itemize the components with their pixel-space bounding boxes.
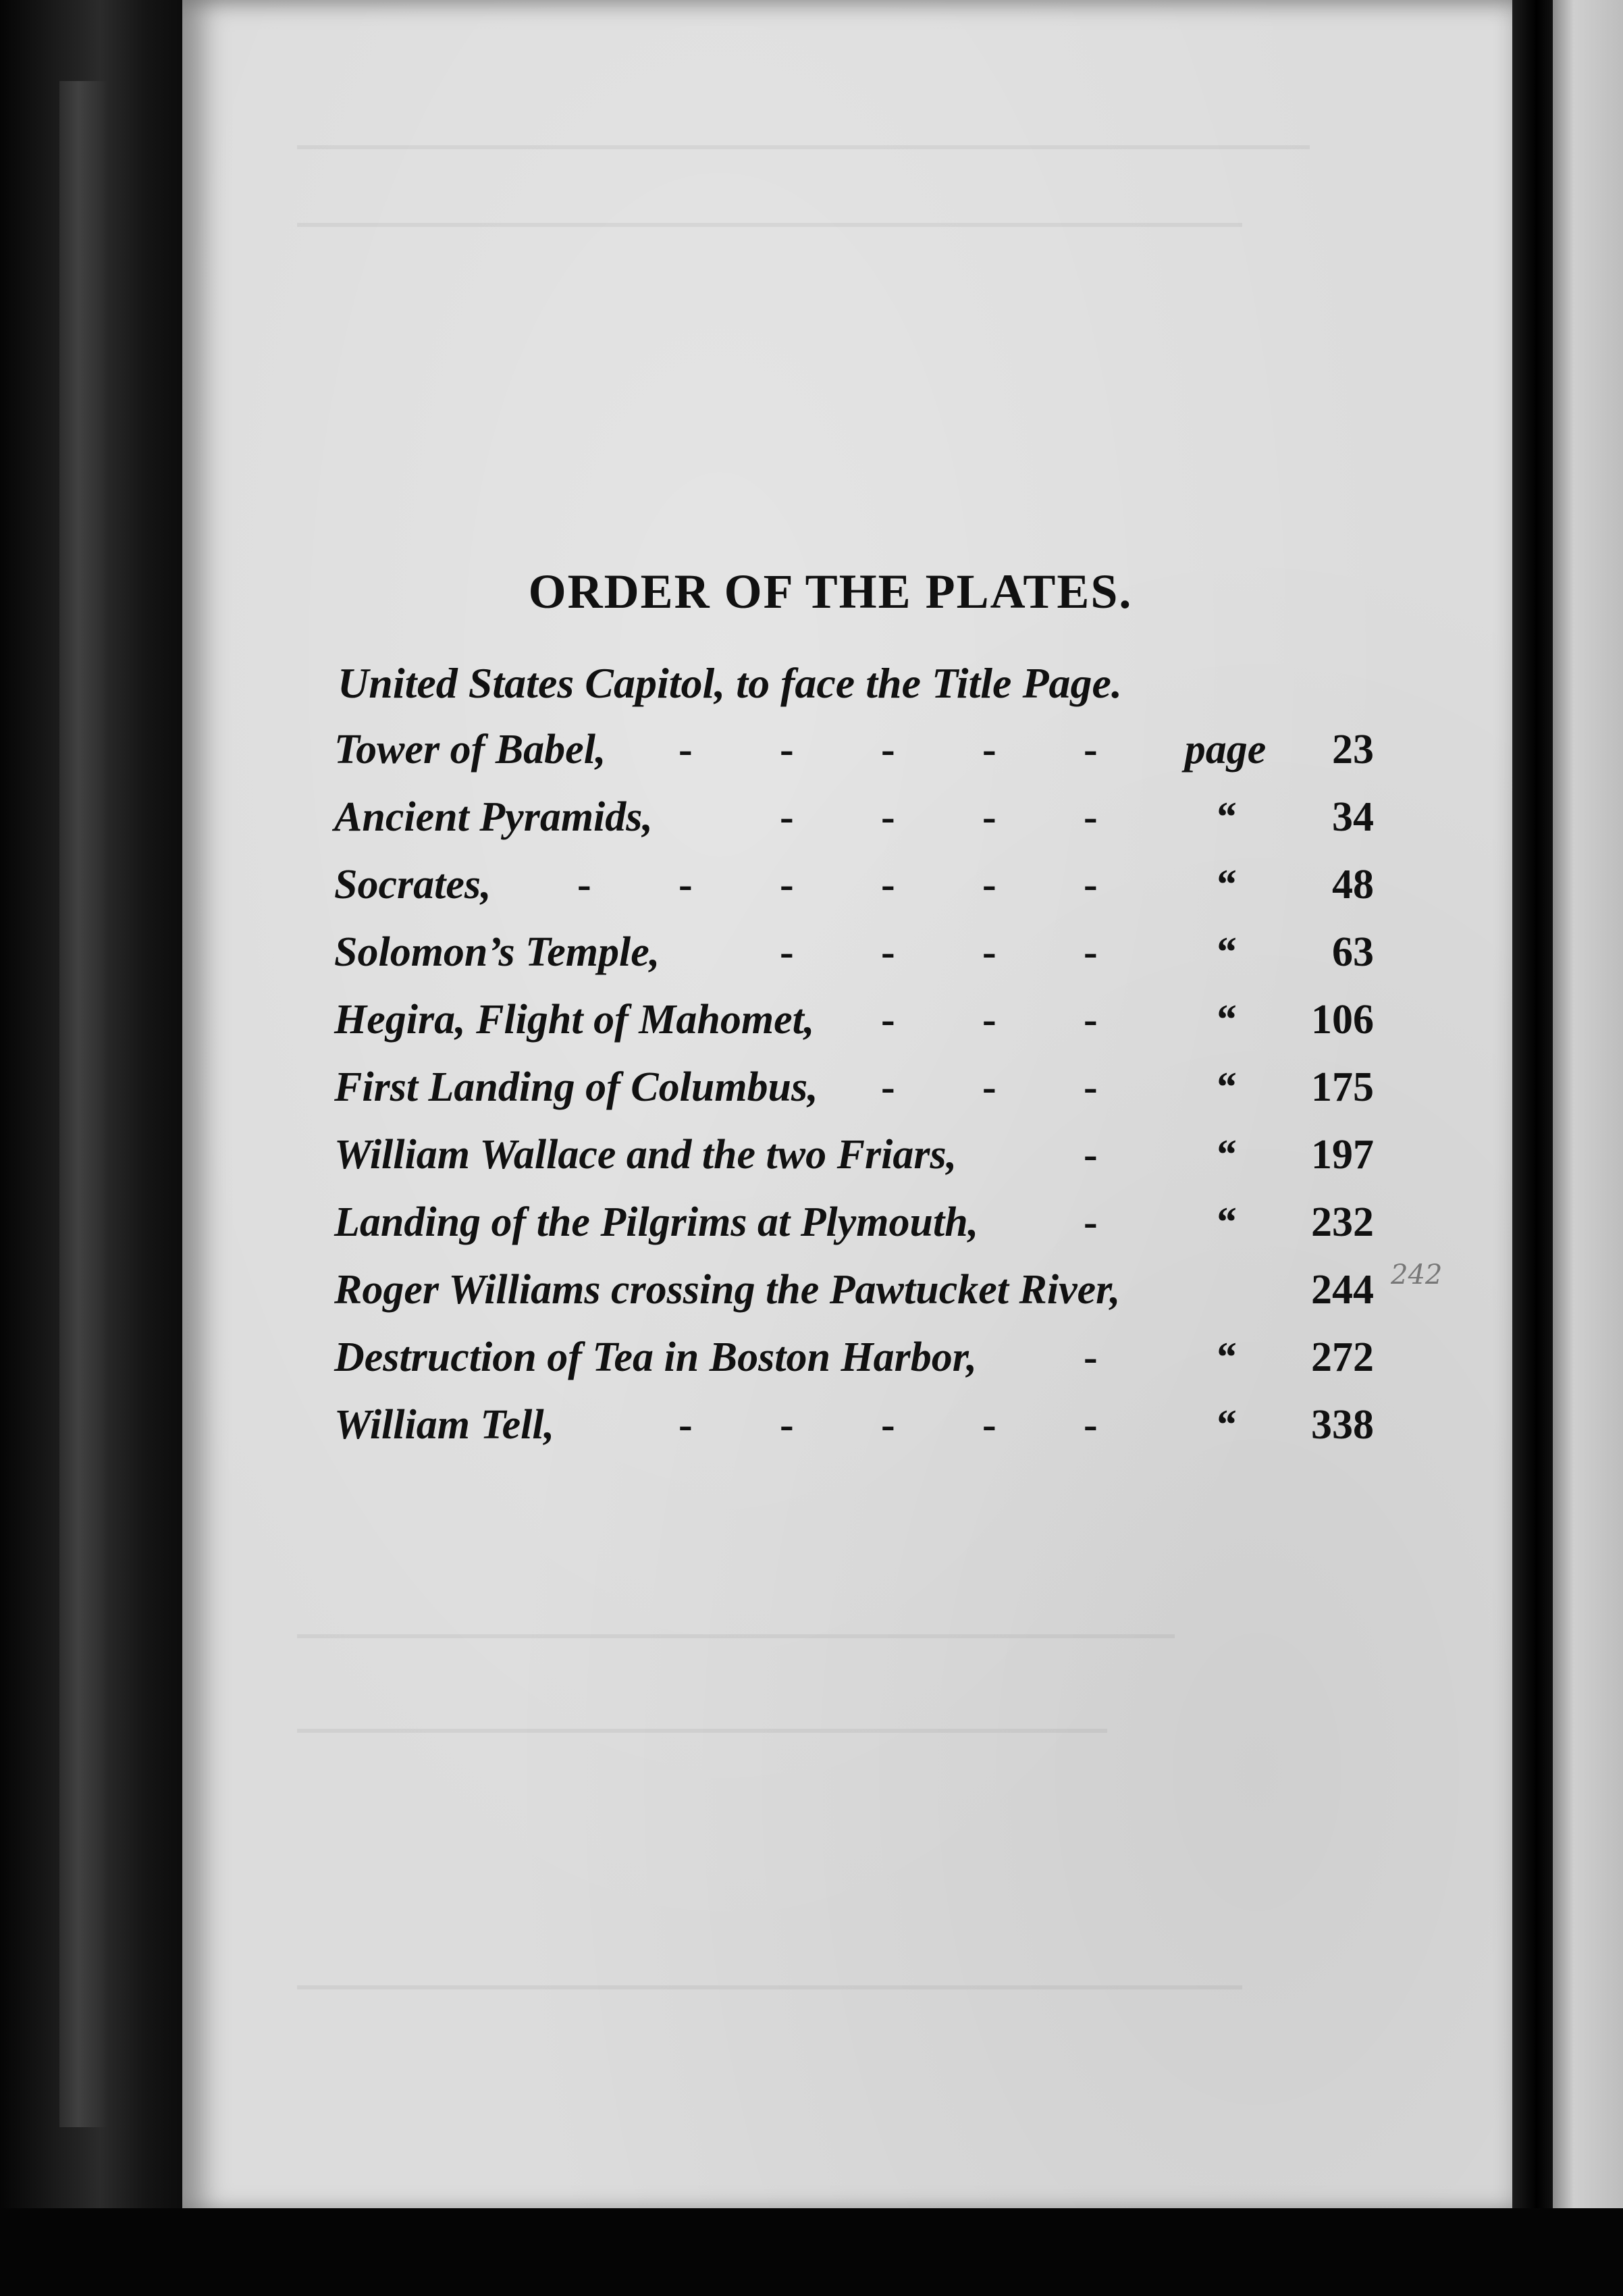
plate-row: [334, 929, 1374, 983]
leader-dash: -: [1084, 997, 1098, 1043]
page-reference: “: [1215, 794, 1236, 840]
leader-dash: -: [881, 929, 895, 975]
plate-row: [334, 1266, 1374, 1320]
plate-row: [334, 726, 1374, 780]
plate-row: [334, 996, 1374, 1050]
plate-title: William Tell,: [334, 1402, 555, 1448]
page-number: 34: [1332, 794, 1374, 840]
page-number: 175: [1311, 1064, 1374, 1110]
leader-dash: -: [1084, 1199, 1098, 1245]
leader-dash: -: [780, 1402, 794, 1448]
page-heading: ORDER OF THE PLATES.: [528, 565, 1133, 619]
leader-dash: -: [780, 794, 794, 840]
page-number: 197: [1311, 1132, 1374, 1178]
leader-dash: -: [982, 862, 996, 908]
page-number: 232: [1311, 1199, 1374, 1245]
bleed-through-line: [297, 1634, 1175, 1638]
leader-dash: -: [982, 997, 996, 1043]
leader-dash: -: [1084, 794, 1098, 840]
plate-title: Socrates,: [334, 862, 491, 908]
pencil-annotation: 242: [1391, 1259, 1443, 1290]
plate-title: Landing of the Pilgrims at Plymouth,: [334, 1199, 979, 1245]
plate-row: [334, 861, 1374, 915]
leader-dash: -: [1084, 1334, 1098, 1380]
leader-dash: -: [780, 862, 794, 908]
leader-dash: -: [1084, 1132, 1098, 1178]
leader-dash: -: [1084, 1064, 1098, 1110]
leader-dash: -: [982, 727, 996, 773]
leader-dash: -: [780, 929, 794, 975]
leader-dash: -: [1084, 1402, 1098, 1448]
leader-dash: -: [577, 862, 591, 908]
leader-dash: -: [881, 727, 895, 773]
leader-dash: -: [881, 794, 895, 840]
binding-edge: [59, 81, 107, 2127]
page-number: 48: [1332, 862, 1374, 908]
plate-title: Solomon’s Temple,: [334, 929, 660, 975]
page-number: 338: [1311, 1402, 1374, 1448]
page-reference: “: [1215, 1334, 1236, 1380]
page-fold: [1512, 0, 1553, 2296]
leader-dash: -: [1084, 727, 1098, 773]
leader-dash: -: [982, 929, 996, 975]
page-number: 244: [1311, 1267, 1374, 1313]
plate-row: [334, 1064, 1374, 1118]
page-number: 23: [1332, 727, 1374, 773]
leader-dash: -: [679, 727, 693, 773]
page-reference: “: [1215, 1132, 1236, 1178]
page-number: 63: [1332, 929, 1374, 975]
page-reference: “: [1215, 862, 1236, 908]
page-reference: “: [1215, 997, 1236, 1043]
leader-dash: -: [780, 727, 794, 773]
adjacent-page-edge: [1553, 0, 1623, 2296]
page-reference: “: [1215, 1064, 1236, 1110]
plate-row: [334, 1334, 1374, 1388]
leader-dash: -: [881, 862, 895, 908]
plate-row: [334, 1199, 1374, 1253]
leader-dash: -: [881, 997, 895, 1043]
plate-title: William Wallace and the two Friars,: [334, 1132, 957, 1178]
scan-bottom-edge: [0, 2208, 1623, 2296]
bleed-through-line: [297, 1729, 1107, 1733]
bleed-through-line: [297, 1985, 1242, 1989]
leader-dash: -: [881, 1402, 895, 1448]
page-number: 272: [1311, 1334, 1374, 1380]
plate-title: First Landing of Columbus,: [334, 1064, 818, 1110]
page-number: 106: [1311, 997, 1374, 1043]
page-reference: “: [1215, 1402, 1236, 1448]
frontispiece-line: United States Capitol, to face the Title Page.: [338, 659, 1122, 707]
page-reference: “: [1215, 1199, 1236, 1245]
page-reference: “: [1215, 929, 1236, 975]
leader-dash: -: [881, 1064, 895, 1110]
leader-dash: -: [1084, 862, 1098, 908]
plate-title: Ancient Pyramids,: [334, 794, 653, 840]
plate-title: Destruction of Tea in Boston Harbor,: [334, 1334, 978, 1380]
bleed-through-line: [297, 145, 1310, 149]
plate-title: Hegira, Flight of Mahomet,: [334, 997, 815, 1043]
bleed-through-line: [297, 223, 1242, 227]
leader-dash: -: [982, 1402, 996, 1448]
leader-dash: -: [1084, 929, 1098, 975]
leader-dash: -: [982, 1064, 996, 1110]
plate-row: [334, 1131, 1374, 1185]
leader-dash: -: [982, 794, 996, 840]
plate-row: [334, 1401, 1374, 1455]
plate-title: Roger Williams crossing the Pawtucket River,: [334, 1267, 1121, 1313]
plate-row: [334, 793, 1374, 847]
plate-title: Tower of Babel,: [334, 727, 606, 773]
page-reference: page: [1184, 727, 1267, 773]
leader-dash: -: [679, 862, 693, 908]
leader-dash: -: [679, 1402, 693, 1448]
